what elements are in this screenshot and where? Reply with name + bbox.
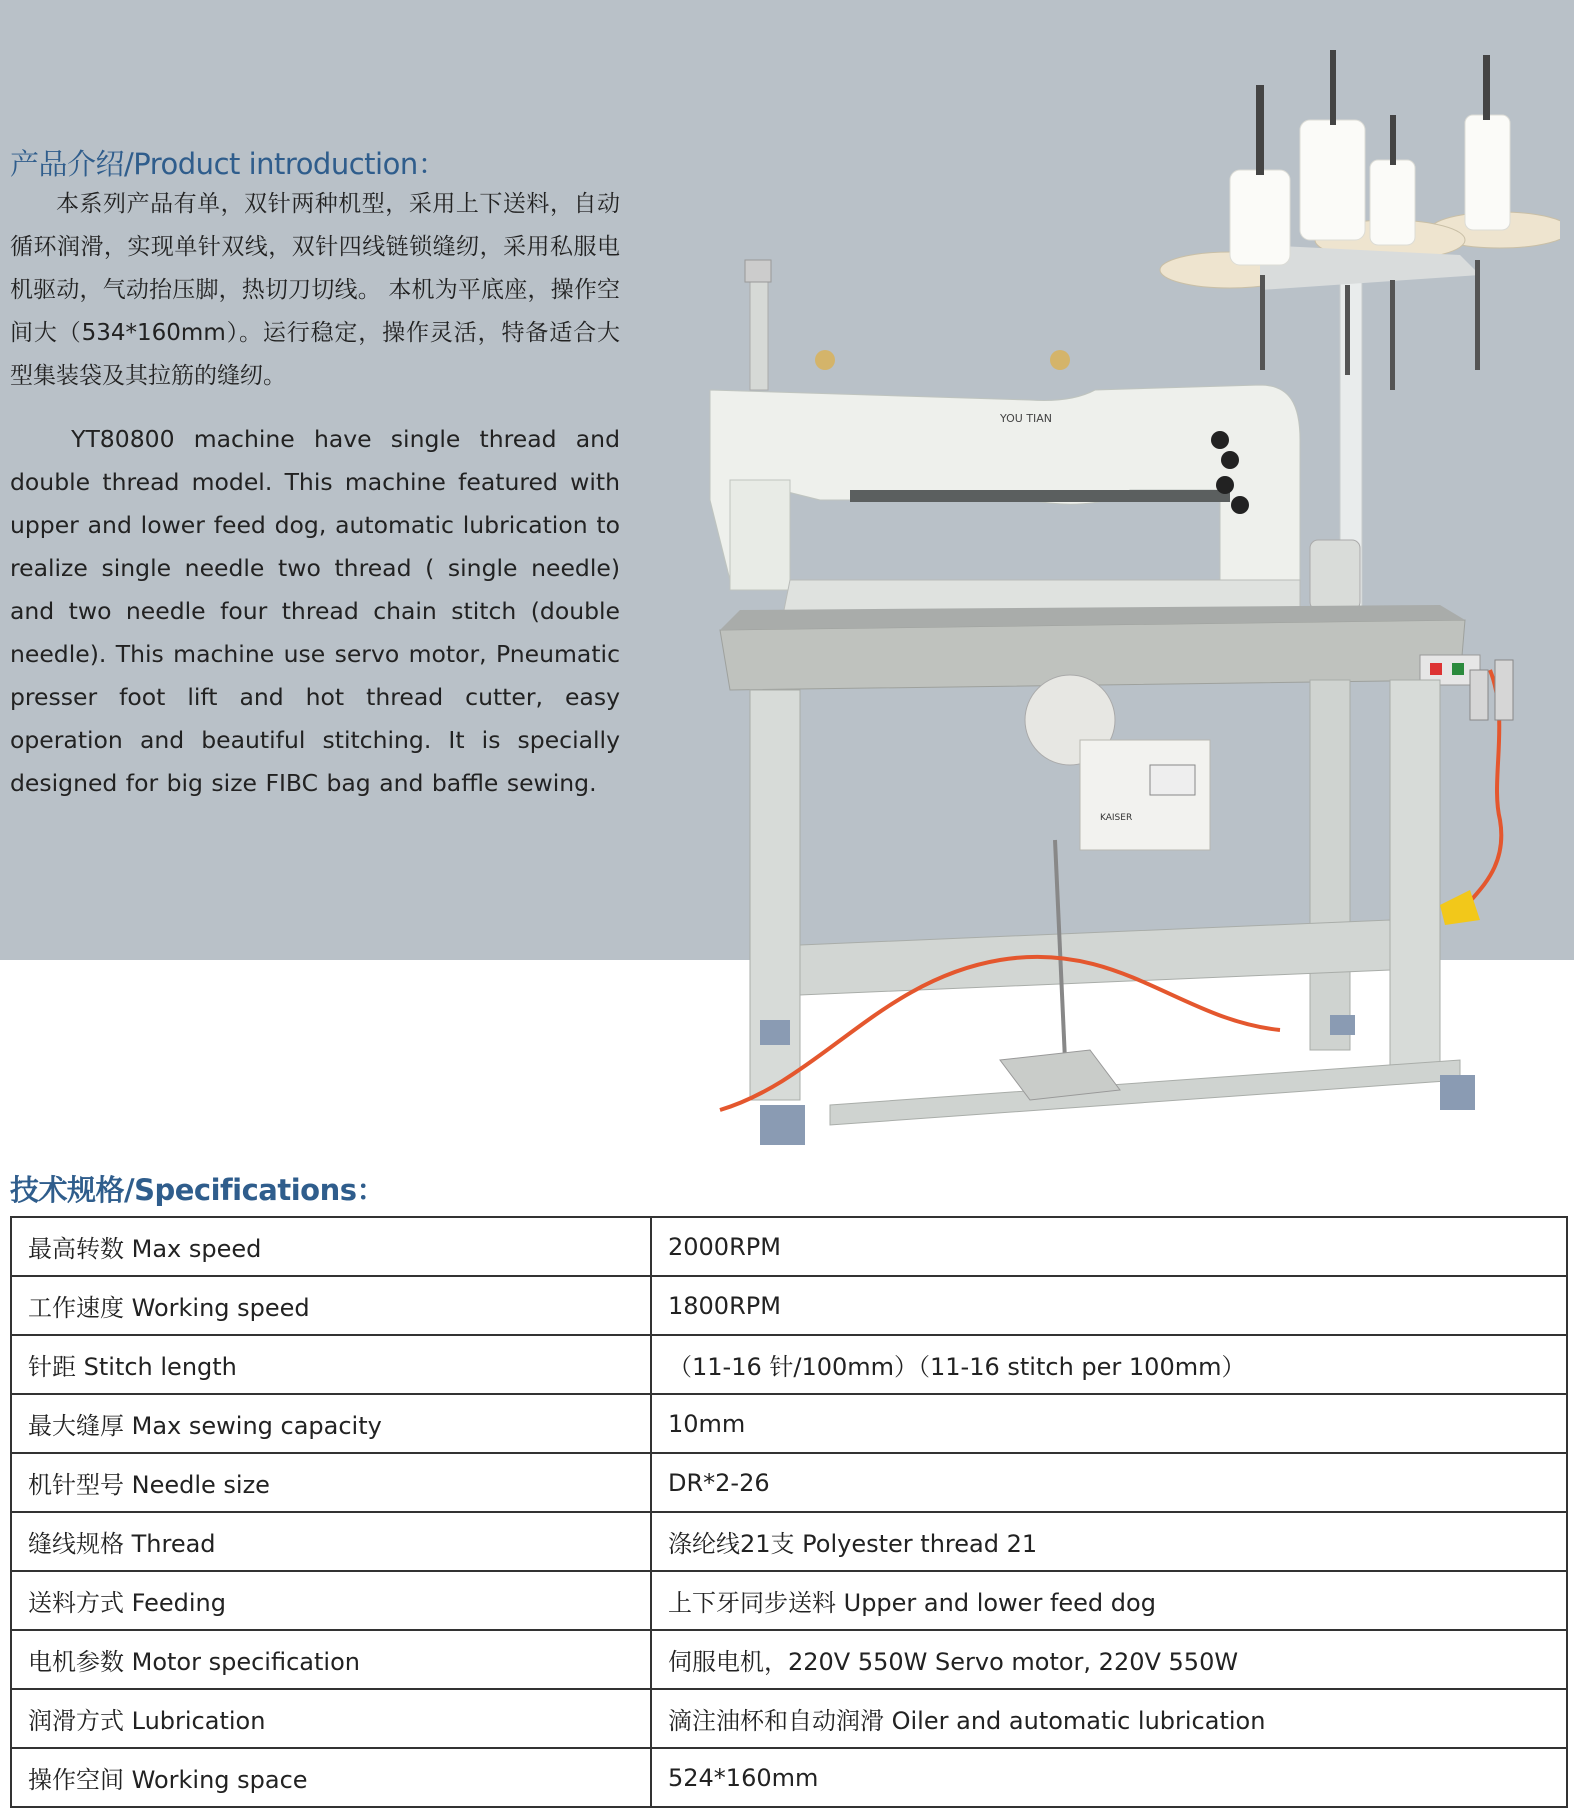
spec-label: 缝线规格 Thread xyxy=(11,1512,651,1571)
spec-label: 针距 Stitch length xyxy=(11,1335,651,1394)
specs-title: 技术规格/Specifications： xyxy=(10,1173,385,1207)
table-row xyxy=(11,1217,1567,1276)
spec-value: 上下牙同步送料 Upper and lower feed dog xyxy=(651,1571,1567,1630)
table-row xyxy=(11,1689,1567,1748)
table-row xyxy=(11,1512,1567,1571)
table-row xyxy=(11,1748,1567,1807)
intro-title: 产品介绍/Product introduction： xyxy=(10,147,447,181)
table-row xyxy=(11,1335,1567,1394)
spec-label: 润滑方式 Lubrication xyxy=(11,1689,651,1748)
spec-label: 电机参数 Motor specification xyxy=(11,1630,651,1689)
spec-value: 滴注油杯和自动润滑 Oiler and automatic lubrication xyxy=(651,1689,1567,1748)
spec-label: 最大缝厚 Max sewing capacity xyxy=(11,1394,651,1453)
spec-label: 操作空间 Working space xyxy=(11,1748,651,1807)
spec-value: DR*2-26 xyxy=(651,1453,1567,1512)
motor-brand: KAISER xyxy=(1100,813,1133,823)
servo-motor xyxy=(1025,675,1210,850)
table-row xyxy=(11,1571,1567,1630)
sewing-machine-image xyxy=(700,20,1560,1190)
spec-label: 工作速度 Working speed xyxy=(11,1276,651,1335)
table-row xyxy=(11,1453,1567,1512)
spec-label: 送料方式 Feeding xyxy=(11,1571,651,1630)
table-row xyxy=(11,1276,1567,1335)
table-row xyxy=(11,1394,1567,1453)
spec-value: 10mm xyxy=(651,1394,1567,1453)
intro-english-text: YT80800 machine have single thread and double thread model. This machine featured with upper and lower feed dog, automatic lubrication to realize single needle two thread ( single needle) and two needle four thread chain stitch (double needle). This machine use servo motor, Pneumatic presser foot lift and hot thread cutter, easy operation and beautiful stitching. It is specially designed for big size FIBC bag and baffle sewing. xyxy=(10,425,620,797)
spec-value: 524*160mm xyxy=(651,1748,1567,1807)
specs-table xyxy=(10,1216,1568,1808)
machine-badge: YOU TIAN xyxy=(1000,412,1053,425)
bed-plate xyxy=(720,580,1480,690)
spec-label: 机针型号 Needle size xyxy=(11,1453,651,1512)
spec-value: 伺服电机，220V 550W Servo motor, 220V 550W xyxy=(651,1630,1567,1689)
spec-label: 最高转数 Max speed xyxy=(11,1217,651,1276)
spec-value: 涤纶线21支 Polyester thread 21 xyxy=(651,1512,1567,1571)
spec-value: 1800RPM xyxy=(651,1276,1567,1335)
table-row xyxy=(11,1630,1567,1689)
intro-chinese-text: 本系列产品有单，双针两种机型，采用上下送料，自动循环润滑，实现单针双线，双针四线链锁缝纫，采用私服电机驱动，气动抬压脚，热切刀切线。 本机为平底座，操作空间大（534*160mm）。运行稳定，操作灵活，特备适合大型集装袋及其拉筋的缝纫。 xyxy=(10,191,620,389)
spec-value: （11-16 针/100mm）（11-16 stitch per 100mm） xyxy=(651,1335,1567,1394)
spec-value: 2000RPM xyxy=(651,1217,1567,1276)
